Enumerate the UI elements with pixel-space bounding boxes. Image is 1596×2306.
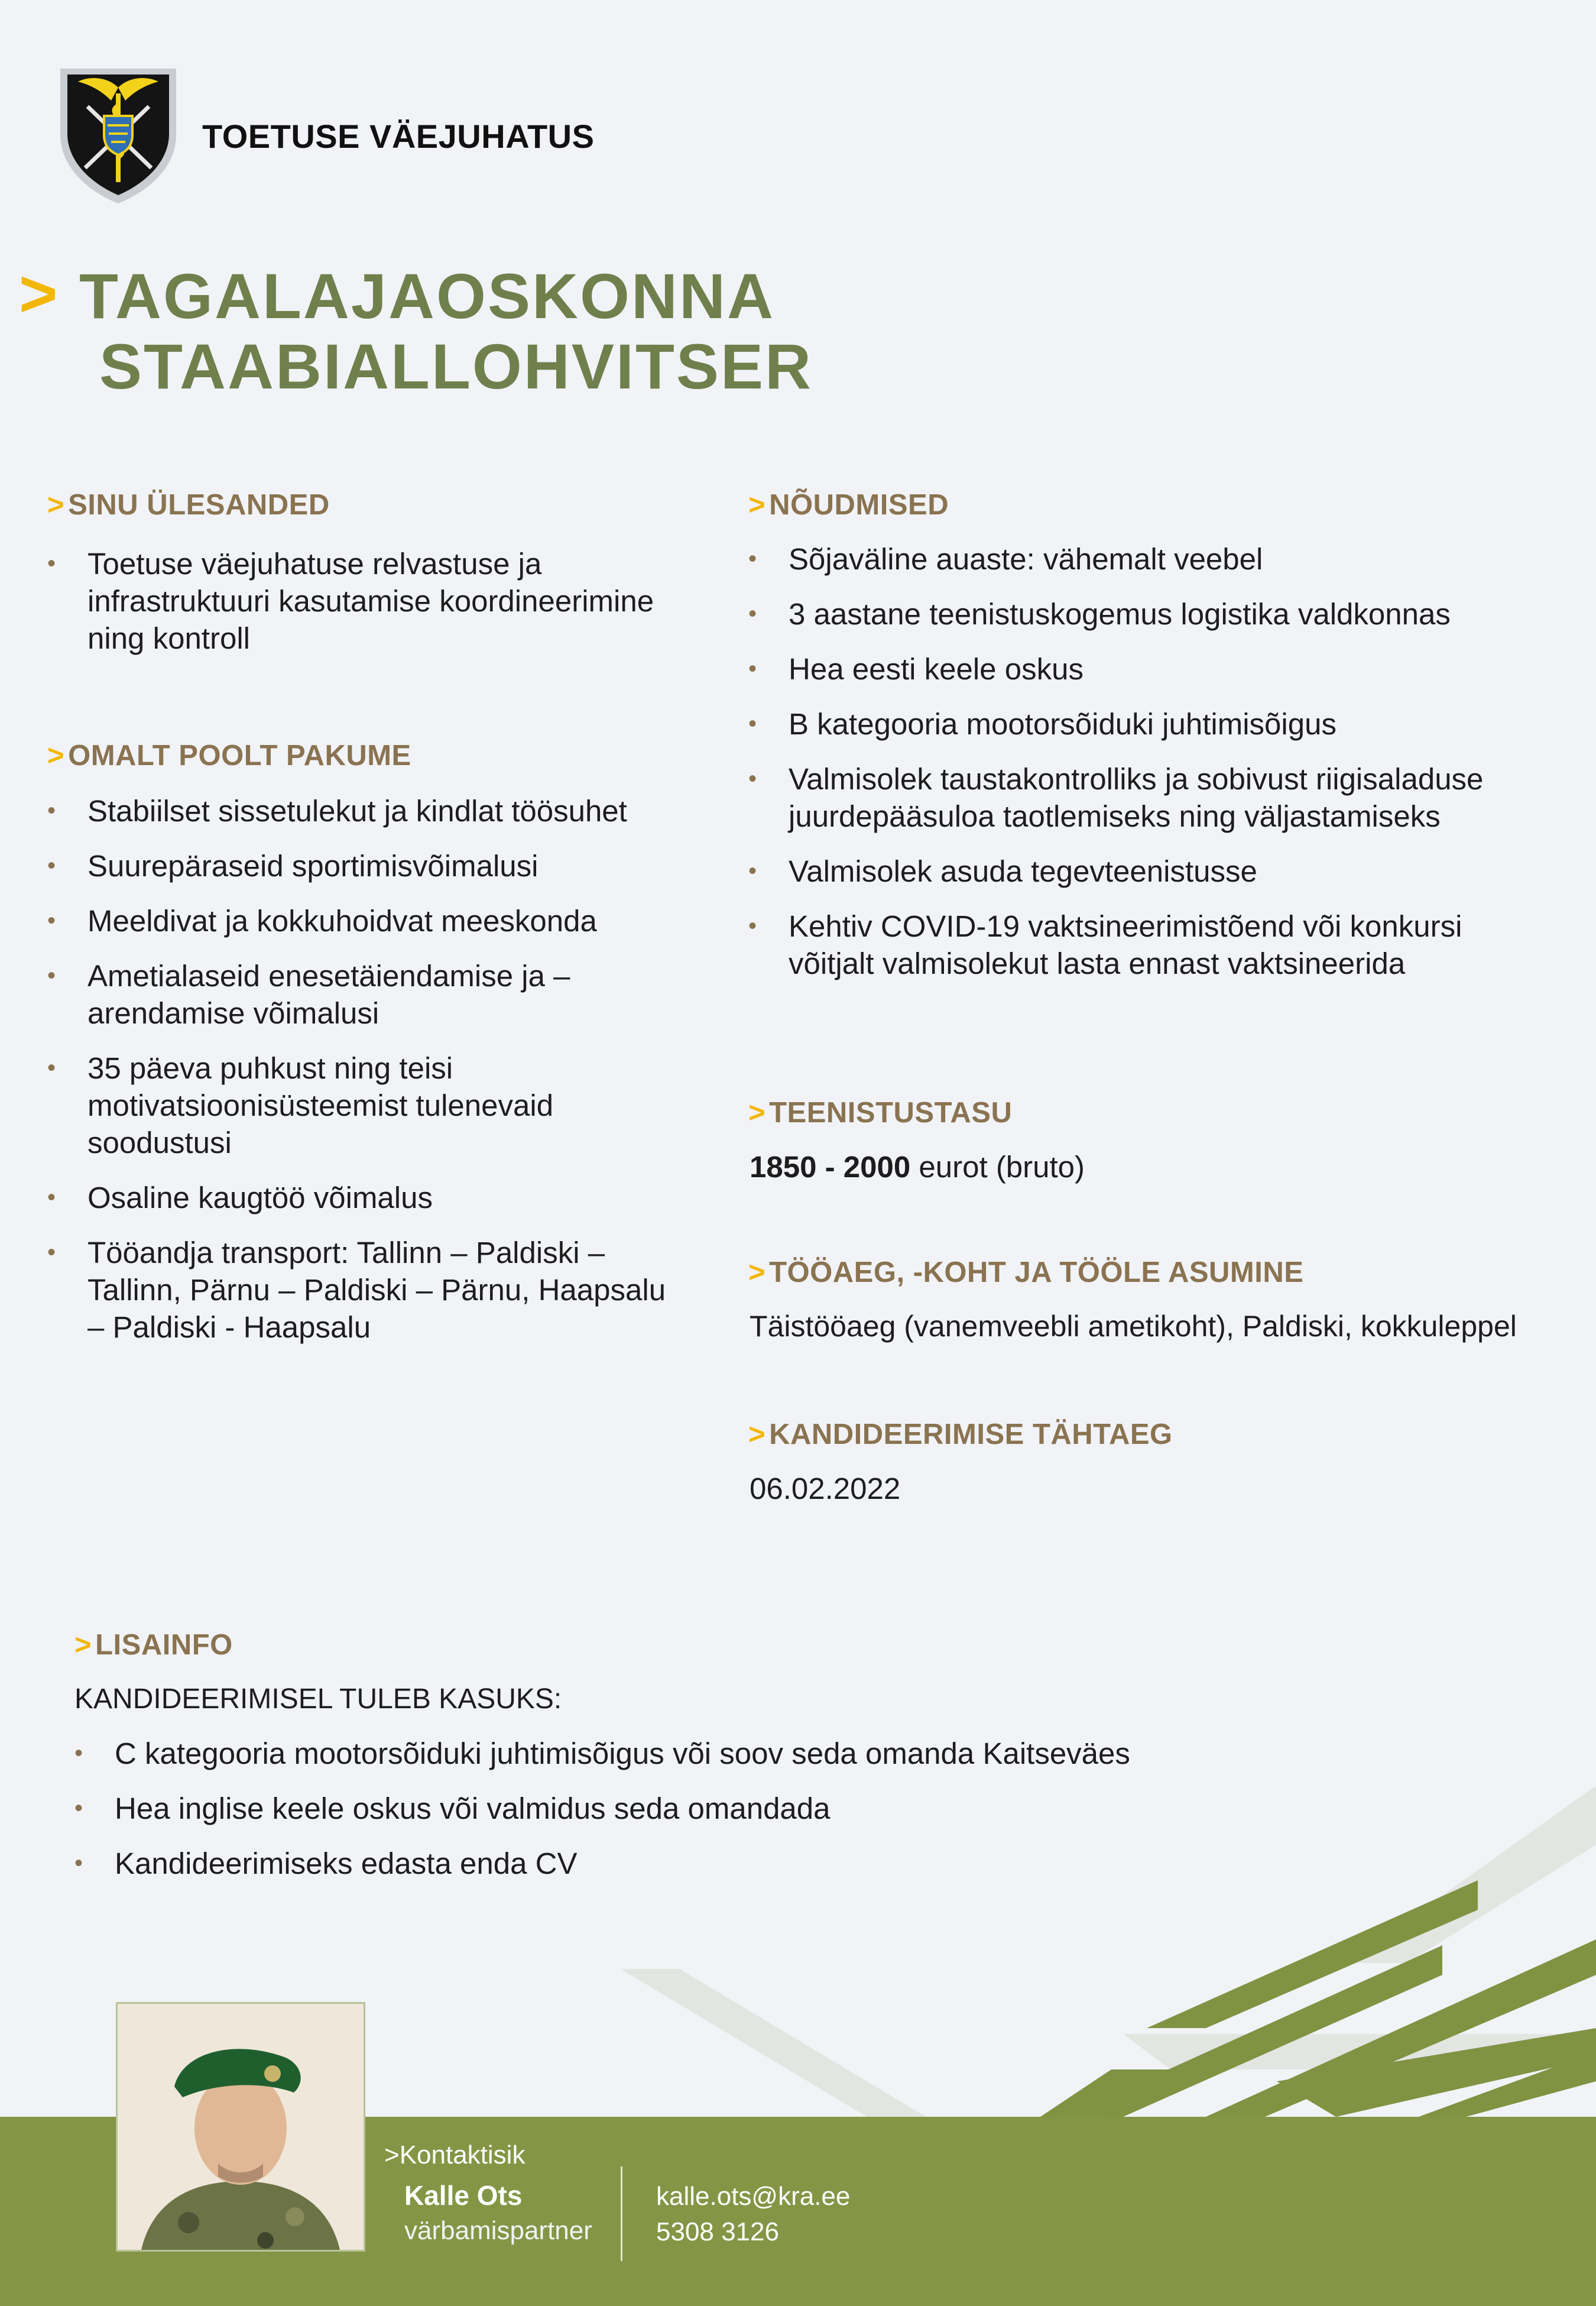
bullet-icon: •: [748, 601, 757, 627]
list-item: • 35 päeva puhkust ning teisi motivatsioonisüsteemist tulenevaid soodustusi: [47, 1050, 686, 1161]
list-item: • Toetuse väejuhatuse relvastuse ja infrastruktuuri kasutamise koordineerimine ning kontroll: [47, 545, 686, 657]
list-item: • Valmisolek taustakontrolliks ja sobivust riigisaladuse juurdepääsuloa taotlemiseks ning väljastamiseks: [748, 760, 1540, 835]
bullet-icon: •: [47, 550, 56, 576]
contact-name: Kalle Ots: [404, 2180, 523, 2211]
bullet-icon: •: [47, 1055, 56, 1081]
requirements-list: [748, 540, 1540, 1000]
page-title-line-1: TAGALAJAOSKONNA: [79, 260, 775, 332]
org-name: TOETUSE VÄEJUHATUS: [202, 118, 595, 155]
chevron-icon: >: [47, 489, 65, 521]
list-item: • Suurepäraseid sportimisvõimalusi: [47, 847, 686, 885]
chevron-icon: >: [74, 1629, 92, 1661]
salary-amount: 1850 - 2000: [750, 1150, 911, 1184]
bullet-icon: •: [74, 1850, 83, 1876]
chevron-icon: >: [748, 489, 766, 521]
page-title-line-2: STAABIALLOHVITSER: [99, 331, 813, 402]
bullet-icon: •: [748, 766, 757, 792]
section-heading-requirements: > NÕUDMISED: [748, 489, 949, 521]
salary-suffix: eurot (bruto): [910, 1150, 1085, 1184]
contact-photo: [116, 2002, 365, 2252]
list-item: • Hea inglise keele oskus või valmidus seda omandada: [74, 1790, 1316, 1827]
contact-label: >Kontaktisik: [384, 2140, 525, 2169]
list-item: • B kategooria mootorsõiduki juhtimisõigus: [748, 705, 1540, 743]
list-item: • Kehtiv COVID-19 vaktsineerimistõend või konkursi võitjalt valmisolekut lasta ennast vaktsineerida: [748, 908, 1540, 982]
bullet-icon: •: [74, 1795, 83, 1821]
list-item: • Kandideerimiseks edasta enda CV: [74, 1845, 1316, 1882]
list-item: • 3 aastane teenistuskogemus logistika valdkonnas: [748, 595, 1540, 633]
chevron-icon: >: [47, 740, 65, 772]
offer-list: [47, 792, 686, 1363]
bullet-icon: •: [74, 1740, 83, 1766]
bullet-icon: •: [748, 546, 757, 572]
bullet-icon: •: [748, 656, 757, 682]
contact-divider: [621, 2166, 622, 2261]
worktime-text: Täistööaeg (vanemveebli ametikoht), Paldiski, kokkuleppel: [750, 1310, 1517, 1343]
section-heading-worktime: > TÖÖAEG, -KOHT JA TÖÖLE ASUMINE: [748, 1256, 1304, 1288]
bullet-icon: •: [47, 963, 56, 989]
list-item: • Tööandja transport: Tallinn – Paldiski – Tallinn, Pärnu – Paldiski – Pärnu, Haapsalu – Paldiski - Haapsalu: [47, 1234, 686, 1346]
list-item: • Hea eesti keele oskus: [748, 650, 1540, 688]
bullet-icon: •: [47, 1184, 56, 1210]
contact-email-link[interactable]: kalle.ots@kra.ee: [656, 2182, 851, 2211]
bullet-icon: •: [748, 858, 757, 884]
chevron-icon: >: [748, 1256, 766, 1288]
list-item: • Ametialaseid enesetäiendamise ja –arendamise võimalusi: [47, 957, 686, 1032]
list-item: • Valmisolek asuda tegevteenistusse: [748, 853, 1540, 890]
section-heading-salary: > TEENISTUSTASU: [748, 1097, 1013, 1129]
salary-text: [750, 1149, 1085, 1184]
tasks-list: [47, 545, 686, 675]
section-heading-deadline: > KANDIDEERIMISE TÄHTAEG: [748, 1418, 1173, 1450]
emblem-logo: [54, 64, 182, 206]
list-item: • Stabiilset sissetulekut ja kindlat töösuhet: [47, 792, 686, 830]
title-chevron: >: [19, 257, 58, 331]
chevron-icon: >: [748, 1097, 766, 1129]
list-item: • C kategooria mootorsõiduki juhtimisõigus või soov seda omanda Kaitseväes: [74, 1735, 1316, 1772]
bullet-icon: •: [47, 853, 56, 879]
bullet-icon: •: [47, 798, 56, 824]
extra-intro: KANDIDEERIMISEL TULEB KASUKS:: [74, 1683, 562, 1715]
section-heading-offer: > OMALT POOLT PAKUME: [47, 740, 411, 772]
bullet-icon: •: [748, 913, 757, 939]
contact-role: värbamispartner: [404, 2216, 592, 2245]
bullet-icon: •: [47, 908, 56, 934]
list-item: • Osaline kaugtöö võimalus: [47, 1179, 686, 1216]
list-item: • Sõjaväline auaste: vähemalt veebel: [748, 540, 1540, 578]
section-heading-extra: > LISAINFO: [74, 1629, 233, 1661]
deadline-date: 06.02.2022: [750, 1472, 901, 1505]
section-heading-tasks: > SINU ÜLESANDED: [47, 489, 330, 521]
bullet-icon: •: [47, 1239, 56, 1265]
list-item: • Meeldivat ja kokkuhoidvat meeskonda: [47, 902, 686, 940]
contact-phone: 5308 3126: [656, 2217, 779, 2246]
chevron-icon: >: [748, 1418, 766, 1450]
bullet-icon: •: [748, 711, 757, 737]
